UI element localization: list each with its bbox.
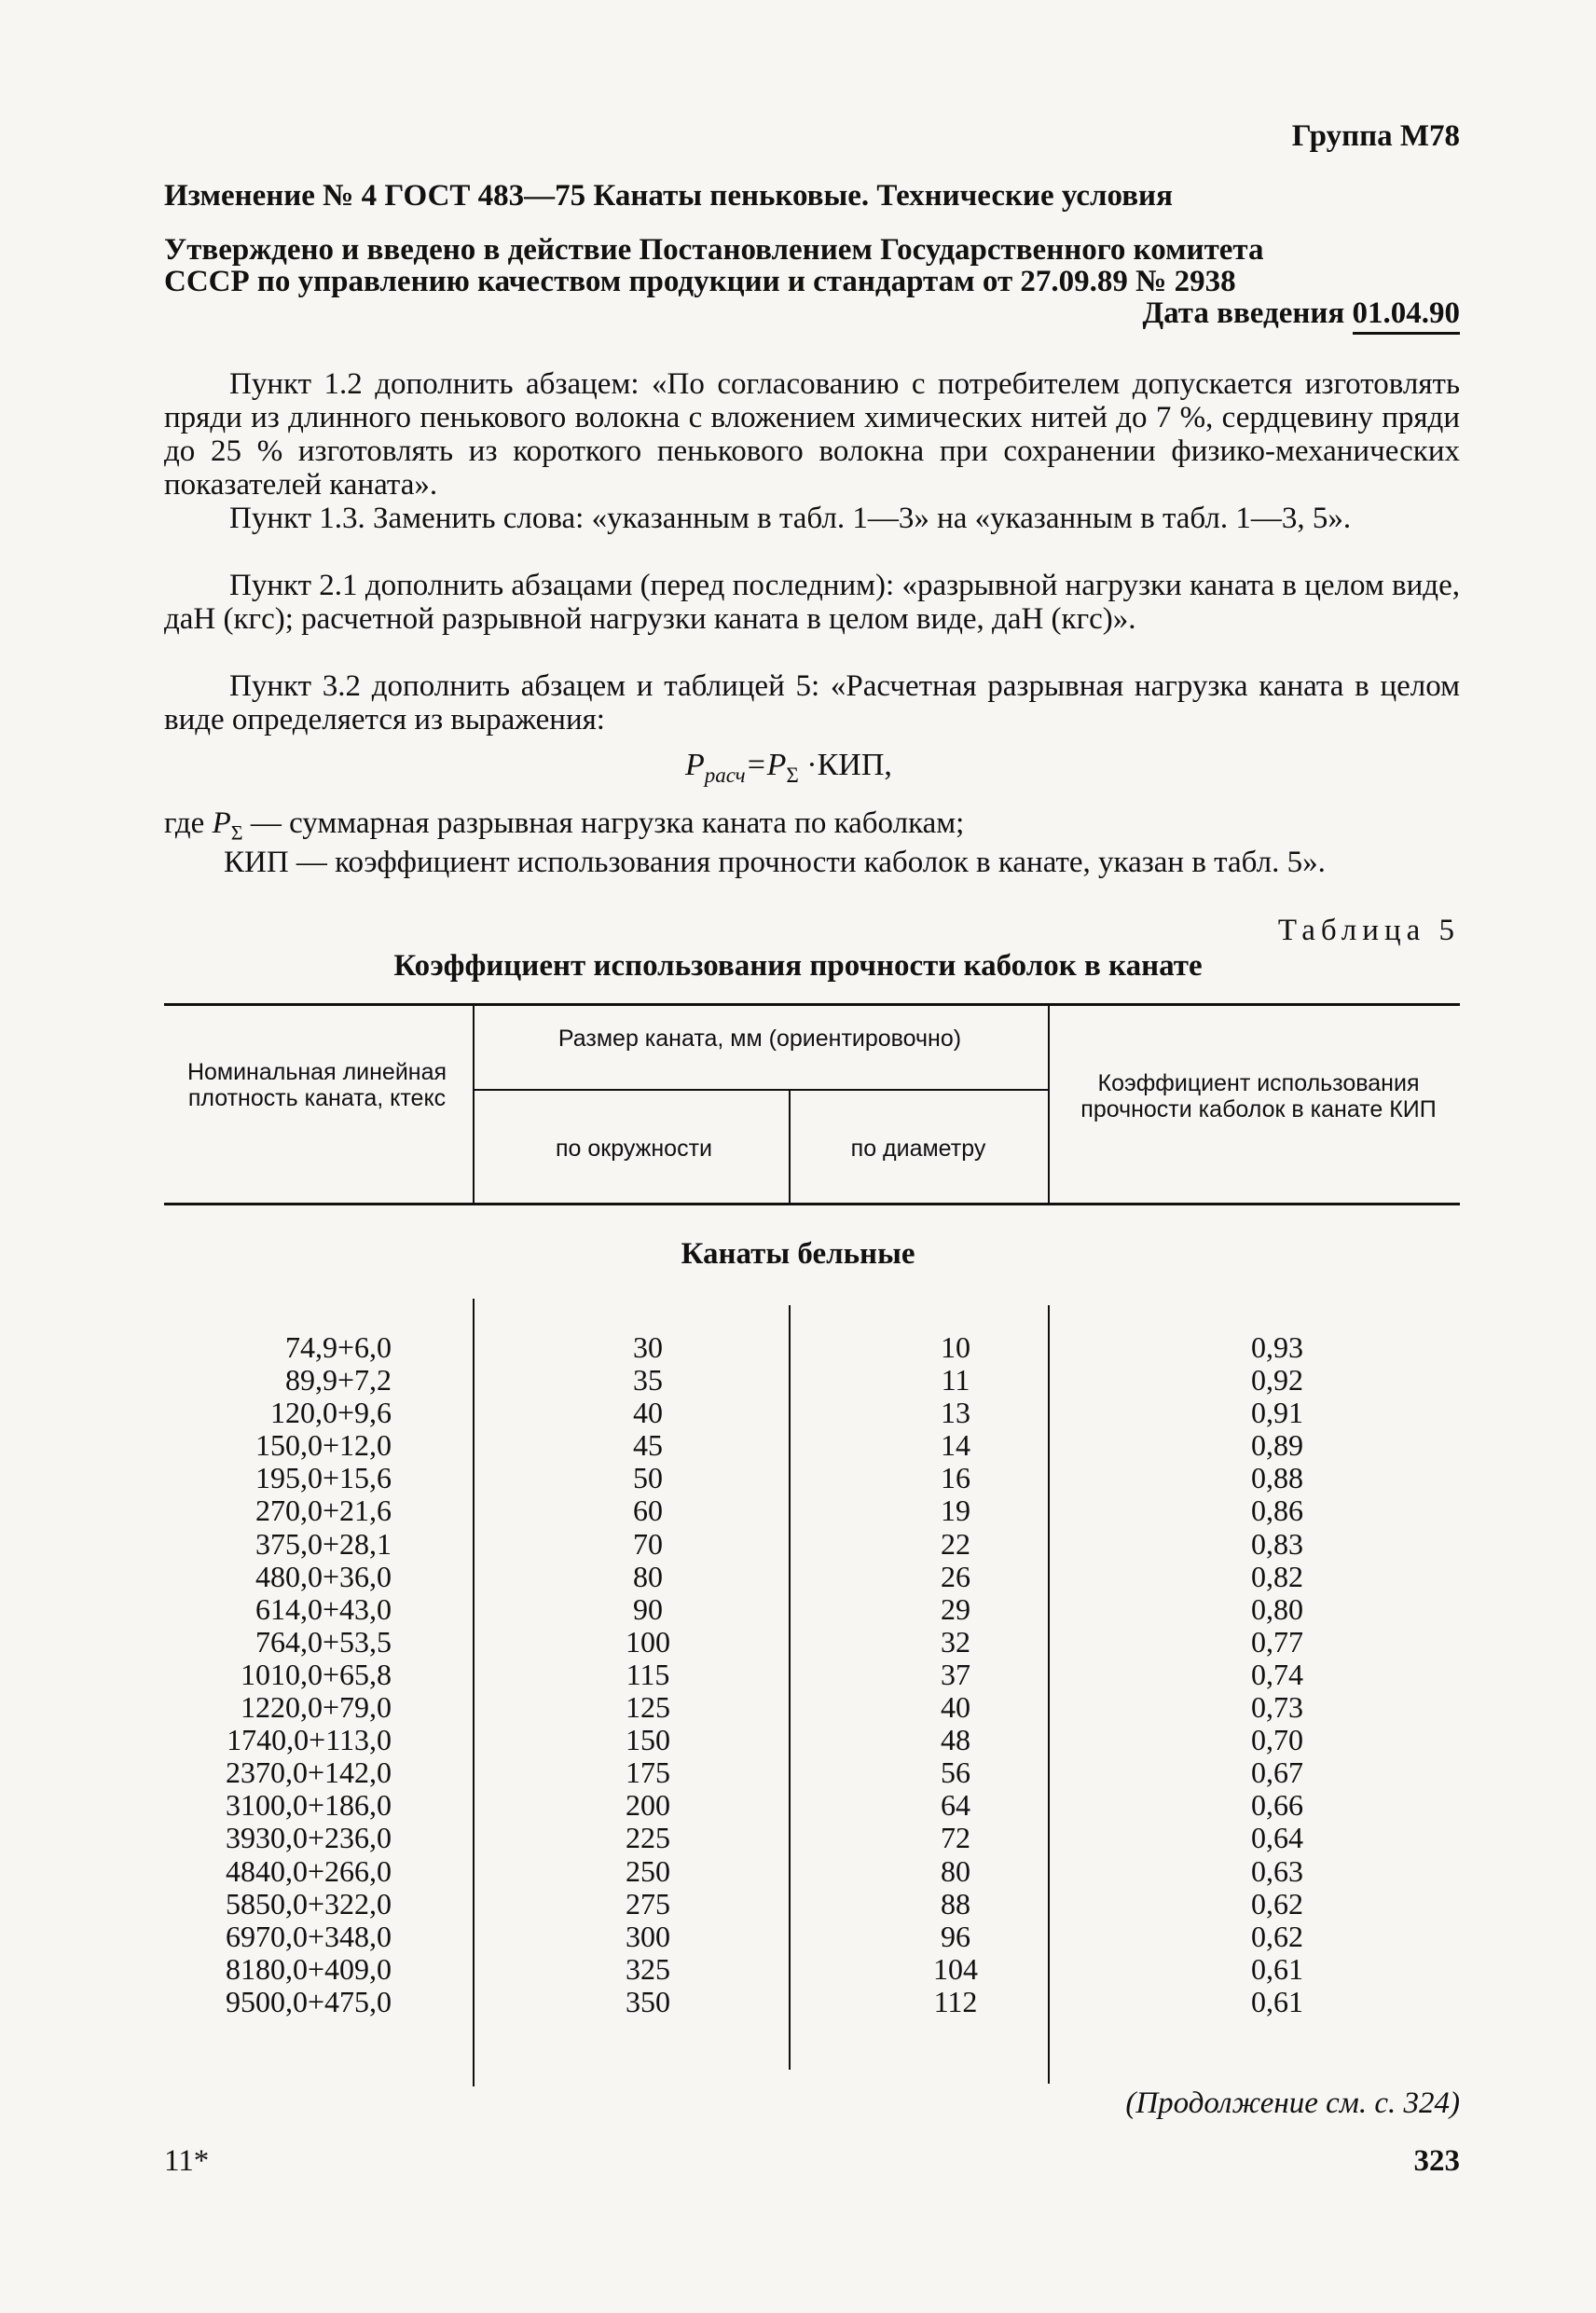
col-circumference-values <box>559 1331 736 2018</box>
table-cell-diam: 88 <box>941 1886 970 1921</box>
approval-line-1: Утверждено и введено в действие Постановлением Государственного комитета <box>164 233 1264 267</box>
table-cell-diam: 72 <box>941 1821 970 1855</box>
table-cell-diam: 29 <box>941 1591 970 1626</box>
col-diameter-values <box>886 1331 1025 2018</box>
table-cell-circ: 35 <box>633 1363 663 1397</box>
date-label: Дата введения <box>1142 296 1345 330</box>
table-cell-density: 150,0+12,0 <box>255 1428 392 1463</box>
table-cell-density: 8180,0+409,0 <box>225 1951 392 1986</box>
table-cell-circ: 90 <box>633 1591 663 1626</box>
table-cell-kip: 0,77 <box>1251 1624 1303 1659</box>
table-cell-kip: 0,66 <box>1251 1788 1303 1823</box>
table-cell-kip: 0,62 <box>1251 1886 1303 1921</box>
table-cell-diam: 96 <box>941 1919 970 1953</box>
where-line <box>164 806 964 846</box>
formula-rhs: ·КИП, <box>798 748 892 782</box>
table-cell-diam: 48 <box>941 1723 970 1757</box>
table-cell-diam: 22 <box>941 1526 970 1561</box>
col-diameter-header: по диаметру <box>850 1136 986 1162</box>
table-cell-density: 3930,0+236,0 <box>225 1821 392 1855</box>
formula-lhs-sub: расч <box>704 763 746 787</box>
table-cell-density: 9500,0+475,0 <box>225 1984 392 2018</box>
table-cell-density: 120,0+9,6 <box>269 1396 392 1430</box>
table-cell-kip: 0,61 <box>1251 1951 1303 1986</box>
table-cell-circ: 275 <box>626 1886 670 1921</box>
table-cell-kip: 0,67 <box>1251 1755 1303 1790</box>
page-number: 323 <box>1413 2144 1460 2178</box>
size-header-rule <box>473 1089 1048 1091</box>
table-cell-circ: 50 <box>633 1461 663 1495</box>
table-cell-circ: 60 <box>633 1494 663 1528</box>
table-cell-kip: 0,93 <box>1251 1330 1303 1364</box>
table-cell-kip: 0,88 <box>1251 1461 1303 1495</box>
col-kip-values <box>1193 1331 1361 2018</box>
table-cell-density: 89,9+7,2 <box>284 1363 392 1397</box>
table-cell-density: 764,0+53,5 <box>255 1624 392 1659</box>
table-cell-circ: 30 <box>633 1330 663 1364</box>
table-cell-density: 614,0+43,0 <box>255 1591 392 1626</box>
table-cell-diam: 10 <box>941 1330 970 1364</box>
formula-mid-sub: Σ <box>786 763 799 787</box>
formula-lhs: P <box>685 748 705 782</box>
table-cell-circ: 200 <box>626 1788 670 1823</box>
kip-definition <box>164 846 1460 879</box>
table-cell-circ: 150 <box>626 1723 670 1757</box>
table-cell-circ: 225 <box>626 1821 670 1855</box>
header-divider-1 <box>473 1006 475 1203</box>
table-label: Таблица 5 <box>1277 914 1460 947</box>
table-cell-diam: 112 <box>933 1984 978 2018</box>
table-cell-diam: 16 <box>941 1461 970 1495</box>
effective-date <box>1142 296 1460 331</box>
table-cell-density: 480,0+36,0 <box>255 1559 392 1593</box>
table-cell-kip: 0,82 <box>1251 1559 1303 1593</box>
paragraph-2-text: Пункт 1.3. Заменить слова: «указанным в табл. 1—3» на «указанным в табл. 1—3, 5». <box>229 502 1352 535</box>
table-cell-circ: 70 <box>633 1526 663 1561</box>
document-title: Изменение № 4 ГОСТ 483—75 Канаты пеньковые. Технические условия <box>164 179 1173 213</box>
table-cell-kip: 0,91 <box>1251 1396 1303 1430</box>
kip-text: КИП — коэффициент использования прочности каболок в канате, указан в табл. 5». <box>224 846 1326 879</box>
table-cell-diam: 56 <box>941 1755 970 1790</box>
approval-line-2: СССР по управлению качеством продукции и стандартам от 27.09.89 № 2938 <box>164 265 1236 298</box>
table-cell-circ: 250 <box>626 1853 670 1888</box>
paragraph-2 <box>164 502 1460 535</box>
table-cell-circ: 100 <box>626 1624 670 1659</box>
table-cell-density: 74,9+6,0 <box>284 1330 392 1364</box>
table-cell-circ: 300 <box>626 1919 670 1953</box>
table-cell-density: 1010,0+65,8 <box>240 1657 392 1691</box>
table-cell-density: 5850,0+322,0 <box>225 1886 392 1921</box>
paragraph-4-text: Пункт 3.2 дополнить абзацем и таблицей 5: «Расчетная разрывная нагрузка каната в целом виде определяется из выражения: <box>164 669 1460 737</box>
col-size-header: Размер каната, мм (ориентировочно) <box>557 1026 962 1052</box>
table-cell-kip: 0,74 <box>1251 1657 1303 1691</box>
paragraph-3-text: Пункт 2.1 дополнить абзацами (перед последним): «разрывной нагрузки каната в целом виде, даН (кгс); расчетной разрывной нагрузки каната в целом виде, даН (кгс)». <box>164 569 1460 636</box>
table-cell-circ: 45 <box>633 1428 663 1463</box>
date-value: 01.04.90 <box>1353 296 1461 335</box>
table-cell-kip: 0,64 <box>1251 1821 1303 1855</box>
table-cell-circ: 40 <box>633 1396 663 1430</box>
table-cell-diam: 19 <box>941 1494 970 1528</box>
table-cell-kip: 0,83 <box>1251 1526 1303 1561</box>
section-heading: Канаты бельные <box>681 1237 915 1271</box>
col-circumference-header: по окружности <box>556 1136 712 1162</box>
paragraph-3 <box>164 569 1460 636</box>
table-cell-density: 4840,0+266,0 <box>225 1853 392 1888</box>
footer-signature-mark: 11* <box>164 2144 210 2178</box>
table-cell-kip: 0,73 <box>1251 1690 1303 1725</box>
table-cell-diam: 64 <box>941 1788 970 1823</box>
body-divider-3 <box>1048 1305 1050 2084</box>
table-cell-density: 375,0+28,1 <box>255 1526 392 1561</box>
table-cell-density: 1220,0+79,0 <box>240 1690 392 1725</box>
header-divider-2 <box>789 1091 791 1203</box>
table-cell-density: 3100,0+186,0 <box>225 1788 392 1823</box>
table-cell-diam: 14 <box>941 1428 970 1463</box>
table-cell-circ: 175 <box>626 1755 670 1790</box>
col-density-values <box>140 1331 392 2018</box>
table-cell-diam: 11 <box>941 1363 970 1397</box>
formula-mid: =P <box>745 748 787 782</box>
table-cell-circ: 350 <box>626 1984 670 2018</box>
formula <box>685 748 892 788</box>
table-cell-kip: 0,80 <box>1251 1591 1303 1626</box>
table-cell-diam: 104 <box>933 1951 978 1986</box>
table-cell-density: 1740,0+113,0 <box>227 1723 392 1757</box>
table-cell-diam: 40 <box>941 1690 970 1725</box>
table-cell-density: 6970,0+348,0 <box>225 1919 392 1953</box>
paragraph-1-text: Пункт 1.2 дополнить абзацем: «По согласованию с потребителем допускается изготовлять пряди из длинного пенькового волокна с вложением химических нитей до 7 %, сердцевину пряди до 25 % изготовлять из короткого пенькового волокна при сохранении физико-механических показателей каната». <box>164 367 1460 502</box>
header-divider-3 <box>1048 1006 1050 1203</box>
table-cell-kip: 0,61 <box>1251 1984 1303 2018</box>
table-cell-circ: 80 <box>633 1559 663 1593</box>
table-cell-kip: 0,86 <box>1251 1494 1303 1528</box>
table-header-bottom-rule <box>164 1203 1460 1205</box>
paragraph-4 <box>164 669 1460 737</box>
table-title: Коэффициент использования прочности каболок в канате <box>393 949 1203 983</box>
table-cell-diam: 26 <box>941 1559 970 1593</box>
table-cell-kip: 0,63 <box>1251 1853 1303 1888</box>
table-cell-kip: 0,89 <box>1251 1428 1303 1463</box>
table-cell-kip: 0,92 <box>1251 1363 1303 1397</box>
table-cell-diam: 13 <box>941 1396 970 1430</box>
table-cell-kip: 0,70 <box>1251 1723 1303 1757</box>
table-cell-kip: 0,62 <box>1251 1919 1303 1953</box>
group-label: Группа М78 <box>1291 119 1460 153</box>
body-divider-2 <box>789 1305 791 2070</box>
col-density-header: Номинальная линейная плотность каната, ктекс <box>186 1059 447 1111</box>
table-cell-diam: 80 <box>941 1853 970 1888</box>
where-symbol: P <box>212 806 231 840</box>
table-cell-diam: 37 <box>941 1657 970 1691</box>
continuation-note: (Продолжение см. с. 324) <box>1125 2086 1460 2120</box>
table-cell-diam: 32 <box>941 1624 970 1659</box>
table-top-rule <box>164 1003 1460 1006</box>
paragraph-1 <box>164 367 1460 502</box>
where-prefix: где <box>164 806 213 840</box>
col-kip-header: Коэффициент использования прочности каболок в канате КИП <box>1080 1070 1437 1122</box>
table-cell-circ: 325 <box>626 1951 670 1986</box>
body-divider-1 <box>473 1299 475 2086</box>
where-sub: Σ <box>230 820 243 845</box>
table-cell-circ: 125 <box>626 1690 670 1725</box>
table-cell-density: 270,0+21,6 <box>255 1494 392 1528</box>
table-cell-density: 2370,0+142,0 <box>225 1755 392 1790</box>
where-text: — суммарная разрывная нагрузка каната по каболкам; <box>242 806 965 840</box>
table-cell-density: 195,0+15,6 <box>255 1461 392 1495</box>
table-cell-circ: 115 <box>626 1657 670 1691</box>
